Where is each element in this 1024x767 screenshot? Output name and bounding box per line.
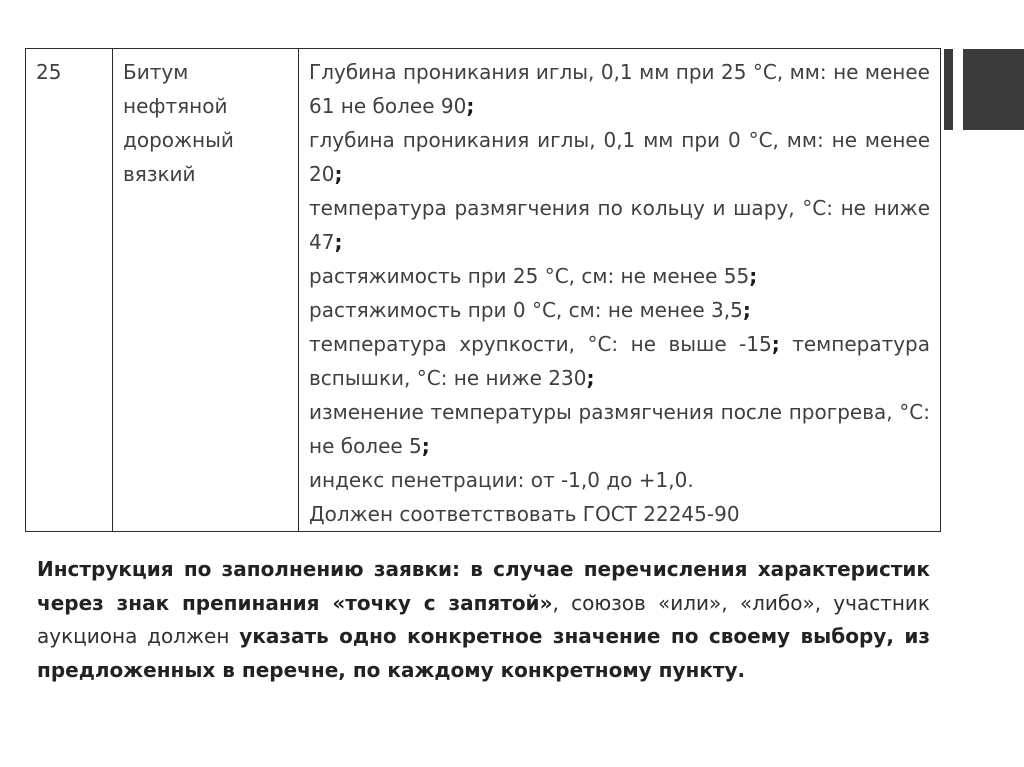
property-item: глубина проникания иглы, 0,1 мм при 0 °С, мм: не менее 20;	[309, 128, 930, 186]
property-item: температура хрупкости, °С: не выше -15; температура вспышки, °С: не ниже 230;	[309, 332, 931, 390]
instruction-text	[37, 553, 930, 687]
product-name-line: Битум	[123, 60, 189, 84]
table-row	[26, 49, 941, 532]
decor-bar-thick	[963, 49, 1024, 130]
product-name-line: нефтяной	[123, 94, 228, 118]
property-item: температура размягчения по кольцу и шару, °С: не ниже 47;	[309, 196, 930, 254]
product-name	[113, 49, 299, 532]
properties-cell	[299, 49, 941, 532]
property-item: Глубина проникания иглы, 0,1 мм при 25 °С, мм: не менее 61 не более 90;	[309, 60, 930, 118]
instruction-bold-lead: Инструкция по заполнению заявки: в случае перечисления характеристик через знак препинания «точку с запятой»	[37, 557, 930, 615]
decor-bar-thin	[944, 49, 953, 130]
property-item: Должен соответствовать ГОСТ 22245-90	[309, 502, 740, 526]
property-item: индекс пенетрации: от -1,0 до +1,0.	[309, 468, 694, 492]
product-name-line: дорожный	[123, 128, 234, 152]
instruction-regular: , союзов «или», «либо», участник аукциона должен	[37, 590, 930, 648]
property-item: растяжимость при 25 °С, см: не менее 55;	[309, 264, 758, 288]
spec-table	[25, 48, 941, 532]
property-item: изменение температуры размягчения после прогрева, °С: не более 5;	[309, 400, 930, 458]
product-name-line: вязкий	[123, 162, 196, 186]
property-item: растяжимость при 0 °С, см: не менее 3,5;	[309, 298, 751, 322]
instruction-bold-tail: указать одно конкретное значение по своему выбору, из предложенных в перечне, по каждому конкретному пункту.	[37, 624, 931, 682]
row-number: 25	[26, 49, 113, 532]
